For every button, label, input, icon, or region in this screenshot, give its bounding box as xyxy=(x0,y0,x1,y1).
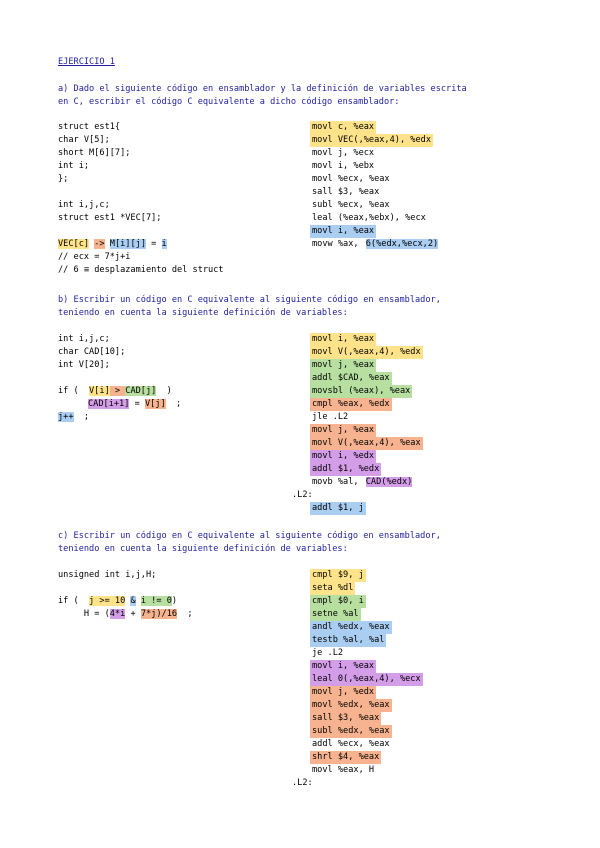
c-code-line: int i; xyxy=(58,161,90,171)
asm-instruction: movl V(,%eax,4), %eax xyxy=(312,438,421,448)
inc-j: j++ xyxy=(58,412,74,422)
asm-line xyxy=(310,450,376,463)
cond-i: i != 0 xyxy=(140,596,172,606)
section-c-if-line: if ( j >= 10 & i != 0) xyxy=(58,596,178,606)
asm-line xyxy=(310,212,428,225)
section-c-assign-line: H = (4*i + 7*j)/16 ; xyxy=(58,609,193,619)
asm-line xyxy=(310,424,376,437)
asm-line xyxy=(310,134,433,147)
asm-instruction: sall $3, %eax xyxy=(312,187,380,197)
asm-line xyxy=(310,372,392,385)
asm-line xyxy=(310,647,345,660)
asm-line xyxy=(310,186,381,199)
asm-line xyxy=(310,569,366,582)
asm-line xyxy=(310,673,423,686)
asm-line xyxy=(310,686,376,699)
asm-operand: CAD(%edx) xyxy=(365,477,413,487)
asm-instruction: addl %ecx, %eax xyxy=(312,739,390,749)
asm-line xyxy=(310,699,392,712)
c-code-line: struct est1 *VEC[7]; xyxy=(58,213,162,223)
heading-line: c) Escribir un código en C equivalente al siguiente código en ensamblador, xyxy=(58,531,441,541)
asm-line xyxy=(310,160,376,173)
asm-line xyxy=(310,359,376,372)
heading-line: b) Escribir un código en C equivalente al siguiente código en ensamblador, xyxy=(58,295,441,305)
comment-offset: // 6 ≡ desplazamiento del struct xyxy=(58,265,224,275)
asm-line xyxy=(310,725,392,738)
heading-line: teniendo en cuenta la siguiente definición de variables: xyxy=(58,308,348,318)
asm-line xyxy=(310,121,376,134)
asm-instruction: subl %edx, %eax xyxy=(312,726,390,736)
asm-instruction: testb %al, %al xyxy=(312,635,385,645)
section-c-label: .L2: xyxy=(292,778,313,788)
asm-line xyxy=(310,225,376,238)
heading-line: en C, escribir el código C equivalente a dicho código ensamblador: xyxy=(58,97,400,107)
asm-instruction: andl %edx, %eax xyxy=(312,622,390,632)
asm-instruction: movl i, %edx xyxy=(312,451,375,461)
asm-instruction: addl $CAD, %eax xyxy=(312,373,390,383)
asm-instruction: leal (%eax,%ebx), %ecx xyxy=(312,213,426,223)
asm-line xyxy=(310,634,386,647)
asm-line xyxy=(310,411,350,424)
c-code-line: short M[6][7]; xyxy=(58,148,131,158)
asm-line xyxy=(310,385,412,398)
assign-vj: V[j] xyxy=(144,399,166,409)
stmt-equals: = xyxy=(146,239,162,249)
asm-line xyxy=(310,476,412,489)
asm-instruction: movl c, %eax xyxy=(312,122,375,132)
asm-instruction: movl %edx, %eax xyxy=(312,700,390,710)
asm-instruction: movb %al, xyxy=(312,477,364,487)
c-code-line: char CAD[10]; xyxy=(58,347,126,357)
asm-line xyxy=(310,751,381,764)
asm-operand: 6(%edx,%ecx,2) xyxy=(365,239,439,249)
asm-instruction: cmpl $9, j xyxy=(312,570,364,580)
asm-instruction: movl j, %eax xyxy=(312,360,375,370)
section-c-decl: unsigned int i,j,H; xyxy=(58,570,157,580)
asm-line xyxy=(310,608,361,621)
c-code-line: int i,j,c; xyxy=(58,200,110,210)
assign-cad: CAD[i+1] xyxy=(88,399,130,409)
stmt-arrow: -> xyxy=(94,239,105,249)
if-gt: > xyxy=(109,386,126,396)
asm-line xyxy=(310,199,392,212)
section-b-after: addl $1, j xyxy=(312,503,364,513)
cond-j: j >= 10 xyxy=(89,596,126,606)
stmt-matrix: M[i][j] xyxy=(109,239,146,249)
asm-line xyxy=(310,595,366,608)
asm-line xyxy=(310,660,376,673)
c-code-line: struct est1{ xyxy=(58,122,121,132)
asm-line xyxy=(310,333,376,346)
asm-instruction: movl i, %ebx xyxy=(312,161,375,171)
asm-instruction: movl i, %eax xyxy=(312,334,375,344)
asm-line xyxy=(310,238,438,251)
asm-instruction: addl $1, %edx xyxy=(312,464,380,474)
heading-line: a) Dado el siguiente código en ensamblador y la definición de variables escrita xyxy=(58,84,467,94)
asm-instruction: seta %dl xyxy=(312,583,354,593)
expr-4i: 4*i xyxy=(109,609,126,619)
if-cadj: CAD[j] xyxy=(125,386,157,396)
c-code-line: char V[5]; xyxy=(58,135,110,145)
asm-instruction: jle .L2 xyxy=(312,412,349,422)
section-b-if-line: if ( V[i] > CAD[j] ) xyxy=(58,386,172,396)
asm-line xyxy=(310,712,381,725)
asm-instruction: movl j, %eax xyxy=(312,425,375,435)
cond-and: & xyxy=(130,596,136,606)
exercise-title: EJERCICIO 1 xyxy=(58,57,115,67)
section-b-label: .L2: xyxy=(292,490,313,500)
asm-line xyxy=(310,582,355,595)
expr-div16: )/16 xyxy=(156,609,178,619)
asm-instruction: movl i, %eax xyxy=(312,226,375,236)
asm-line xyxy=(310,463,381,476)
asm-line xyxy=(310,173,392,186)
asm-instruction: movl %eax, H xyxy=(312,765,375,775)
asm-instruction: setne %al xyxy=(312,609,359,619)
asm-line xyxy=(310,621,392,634)
section-a-statement xyxy=(58,238,167,251)
section-b-inc-line: j++ ; xyxy=(58,412,90,422)
expr-7j: 7*j xyxy=(140,609,157,619)
asm-instruction: cmpl %eax, %edx xyxy=(312,399,390,409)
asm-instruction: movl i, %eax xyxy=(312,661,375,671)
c-code-line: int i,j,c; xyxy=(58,334,110,344)
asm-instruction: subl %ecx, %eax xyxy=(312,200,390,210)
asm-instruction: movl j, %edx xyxy=(312,687,375,697)
asm-line xyxy=(310,147,376,160)
asm-line xyxy=(310,738,392,751)
c-code-line: int V[20]; xyxy=(58,360,110,370)
c-code-line: }; xyxy=(58,174,69,184)
asm-instruction: movl V(,%eax,4), %edx xyxy=(312,347,421,357)
asm-instruction: movl %ecx, %eax xyxy=(312,174,390,184)
asm-instruction: movl j, %ecx xyxy=(312,148,375,158)
comment-ecx: // ecx = 7*j+i xyxy=(58,252,131,262)
asm-instruction: cmpl $0, i xyxy=(312,596,364,606)
asm-line xyxy=(310,346,423,359)
heading-line: teniendo en cuenta la siguiente definición de variables: xyxy=(58,544,348,554)
if-vi: V[i] xyxy=(89,386,110,396)
asm-line xyxy=(310,437,423,450)
stmt-i: i xyxy=(161,239,167,249)
asm-line xyxy=(310,764,376,777)
asm-instruction: movl VEC(,%eax,4), %edx xyxy=(312,135,431,145)
asm-instruction: movsbl (%eax), %eax xyxy=(312,386,411,396)
asm-instruction: je .L2 xyxy=(312,648,344,658)
asm-line xyxy=(310,398,392,411)
section-b-assign-line: CAD[i+1] = V[j] ; xyxy=(88,399,182,409)
asm-instruction: sall $3, %eax xyxy=(312,713,380,723)
asm-instruction: shrl $4, %eax xyxy=(312,752,380,762)
stmt-vec: VEC[c] xyxy=(58,239,90,249)
asm-instruction: movw %ax, xyxy=(312,239,364,249)
asm-instruction: leal 0(,%eax,4), %ecx xyxy=(312,674,421,684)
